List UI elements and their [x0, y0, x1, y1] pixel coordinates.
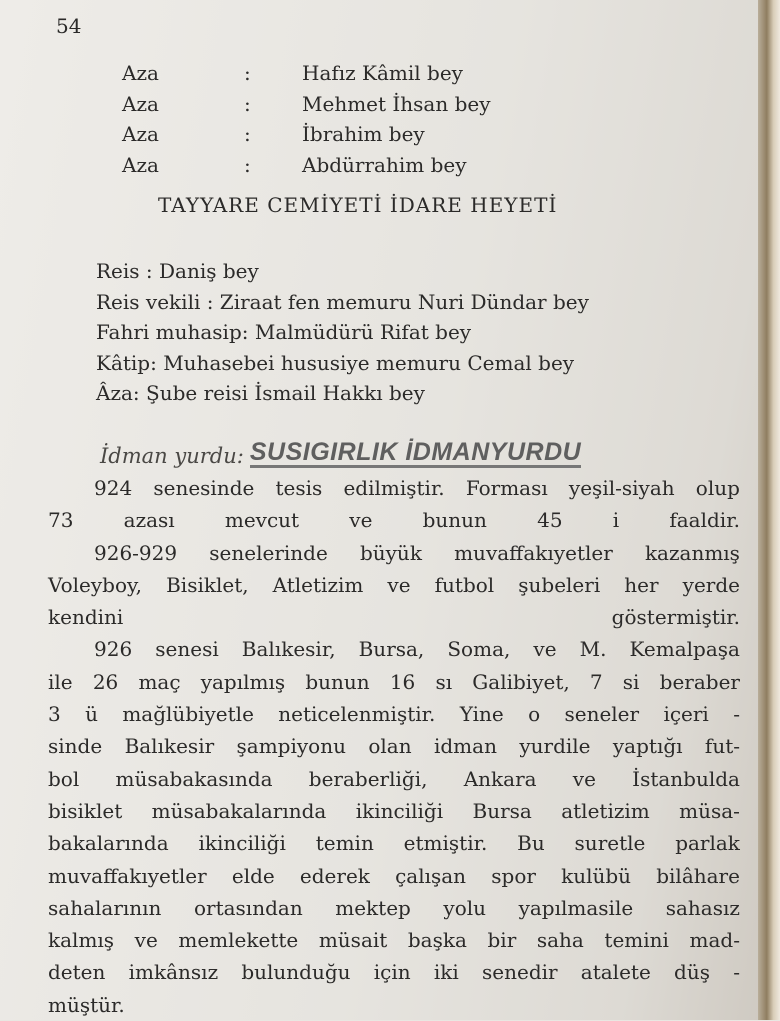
member-role: Aza	[122, 91, 159, 116]
page-edge	[758, 0, 780, 1020]
member-colon: :	[244, 122, 251, 147]
paragraph-body	[48, 472, 740, 1021]
paragraph-line: bol müsabakasında beraberliği, Ankara ve İstanbulda	[48, 766, 740, 791]
member-colon: :	[244, 61, 251, 86]
member-list	[122, 58, 491, 180]
member-name: İbrahim bey	[302, 122, 425, 147]
member-role: Aza	[122, 61, 159, 86]
club-label: İdman yurdu:	[100, 444, 244, 468]
board-line: Âza: Şube reisi İsmail Hakkı bey	[96, 381, 425, 405]
member-name: Mehmet İhsan bey	[302, 91, 491, 116]
member-colon: :	[244, 91, 251, 116]
paragraph-line: müştür.	[48, 992, 125, 1017]
section-heading: TAYYARE CEMİYETİ İDARE HEYETİ	[158, 193, 558, 217]
board-line: Reis : Daniş bey	[96, 259, 259, 283]
board-line: Fahri muhasip: Malmüdürü Rifat bey	[96, 320, 472, 344]
member-colon: :	[244, 152, 251, 177]
paragraph-line: sahalarının ortasından mektep yolu yapılmasile sahasız	[48, 895, 740, 920]
paragraph-line: 73 azası mevcut ve bunun 45 i faaldir.	[48, 508, 740, 533]
member-role: Aza	[122, 122, 159, 147]
paragraph-line: muvaffakıyetler elde ederek çalışan spor kulübü bilâhare	[48, 863, 740, 888]
board-list	[96, 256, 589, 409]
member-row	[122, 119, 491, 150]
paragraph-line: Voleyboy, Bisiklet, Atletizim ve futbol şubeleri her yerde	[48, 572, 740, 597]
member-name: Hafız Kâmil bey	[302, 61, 463, 86]
paragraph-line: bisiklet müsabakalarında ikinciliği Bursa atletizim müsa-	[48, 798, 740, 823]
member-row	[122, 150, 491, 181]
paragraph-line: kalmış ve memlekette müsait başka bir saha temini mad-	[48, 928, 740, 953]
paragraph-line: 3 ü mağlübiyetle neticelenmiştir. Yine o seneler içeri -	[48, 702, 740, 727]
member-row	[122, 58, 491, 89]
member-name: Abdürrahim bey	[302, 152, 467, 177]
member-role: Aza	[122, 152, 159, 177]
paragraph-line: bakalarında ikinciliği temin etmiştir. Bu suretle parlak	[48, 831, 740, 856]
paragraph-line: 926 senesi Balıkesir, Bursa, Soma, ve M. Kemalpaşa	[94, 637, 740, 662]
paragraph-line: ile 26 maç yapılmış bunun 16 sı Galibiyet, 7 si beraber	[48, 669, 740, 694]
club-title	[100, 434, 581, 468]
paragraph-line: sinde Balıkesir şampiyonu olan idman yurdile yaptığı fut-	[48, 734, 740, 759]
club-name-overlay: SUSIGIRLIK İDMANYURDU	[249, 438, 582, 466]
paragraph-line: 924 senesinde tesis edilmiştir. Forması yeşil-siyah olup	[94, 476, 740, 500]
board-line: Reis vekili : Ziraat fen memuru Nuri Dündar bey	[96, 289, 589, 314]
board-line: Kâtip: Muhasebei hususiye memuru Cemal bey	[96, 350, 575, 375]
paragraph-line: deten imkânsız bulunduğu için iki senedir atalete düş -	[48, 960, 740, 985]
member-row	[122, 89, 491, 120]
paragraph-line: 926-929 senelerinde büyük muvaffakıyetler kazanmış	[94, 540, 740, 565]
paragraph-line: kendini göstermiştir.	[48, 605, 740, 630]
page-number: 54	[56, 14, 82, 38]
